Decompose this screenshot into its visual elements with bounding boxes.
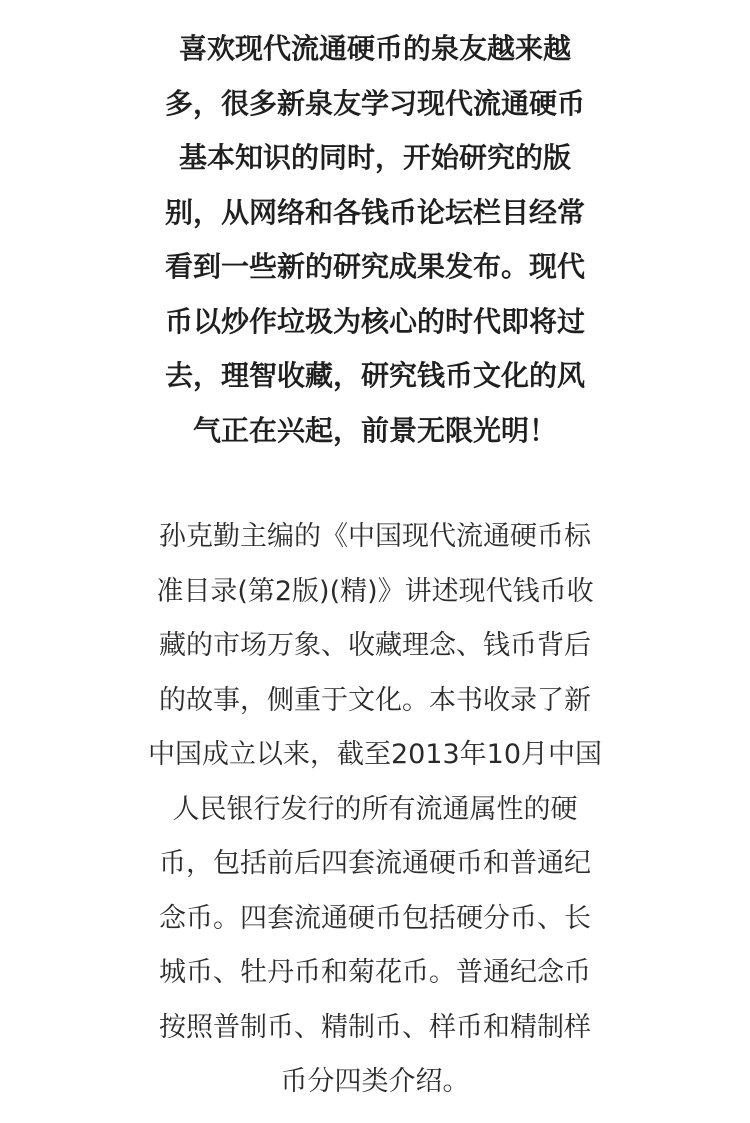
- text-line: 城币、牡丹币和菊花币。普通纪念币: [159, 957, 591, 988]
- text-line: 中国成立以来，截至2013年10月中国: [147, 739, 603, 770]
- text-line: 基本知识的同时，开始研究的版: [178, 141, 571, 174]
- text-line: 藏的市场万象、收藏理念、钱币背后: [159, 630, 591, 661]
- text-line: 去，理智收藏，研究钱币文化的风: [164, 359, 585, 392]
- text-line: 按照普制币、精制币、样币和精制样: [159, 1011, 591, 1043]
- text-line: 币，包括前后四套流通硬币和普通纪: [159, 848, 591, 879]
- text-line: 喜欢现代流通硬币的泉友越来越: [178, 32, 571, 65]
- text-line: 的故事，侧重于文化。本书收录了新: [159, 684, 591, 716]
- text-line: 念币。四套流通硬币包括硬分币、长: [159, 902, 591, 934]
- text-line: 币以炒作垃圾为核心的时代即将过: [164, 304, 585, 338]
- intro-paragraph-bold: [115, 22, 635, 458]
- text-line: 多，很多新泉友学习现代流通硬币: [164, 86, 585, 120]
- text-line: 气正在兴起，前景无限光明！: [192, 413, 557, 447]
- text-line: 准目录(第2版)(精)》讲述现代钱币收: [156, 575, 594, 607]
- article-body: [115, 0, 635, 1110]
- text-line: 别，从网络和各钱币论坛栏目经常: [164, 195, 585, 229]
- book-description-paragraph: [115, 510, 635, 1110]
- text-line: 人民银行发行的所有流通属性的硬: [172, 793, 578, 825]
- text-line: 孙克勤主编的《中国现代流通硬币标: [159, 521, 591, 552]
- text-line: 看到一些新的研究成果发布。现代: [164, 250, 585, 283]
- text-line: 币分四类介绍。: [280, 1066, 470, 1097]
